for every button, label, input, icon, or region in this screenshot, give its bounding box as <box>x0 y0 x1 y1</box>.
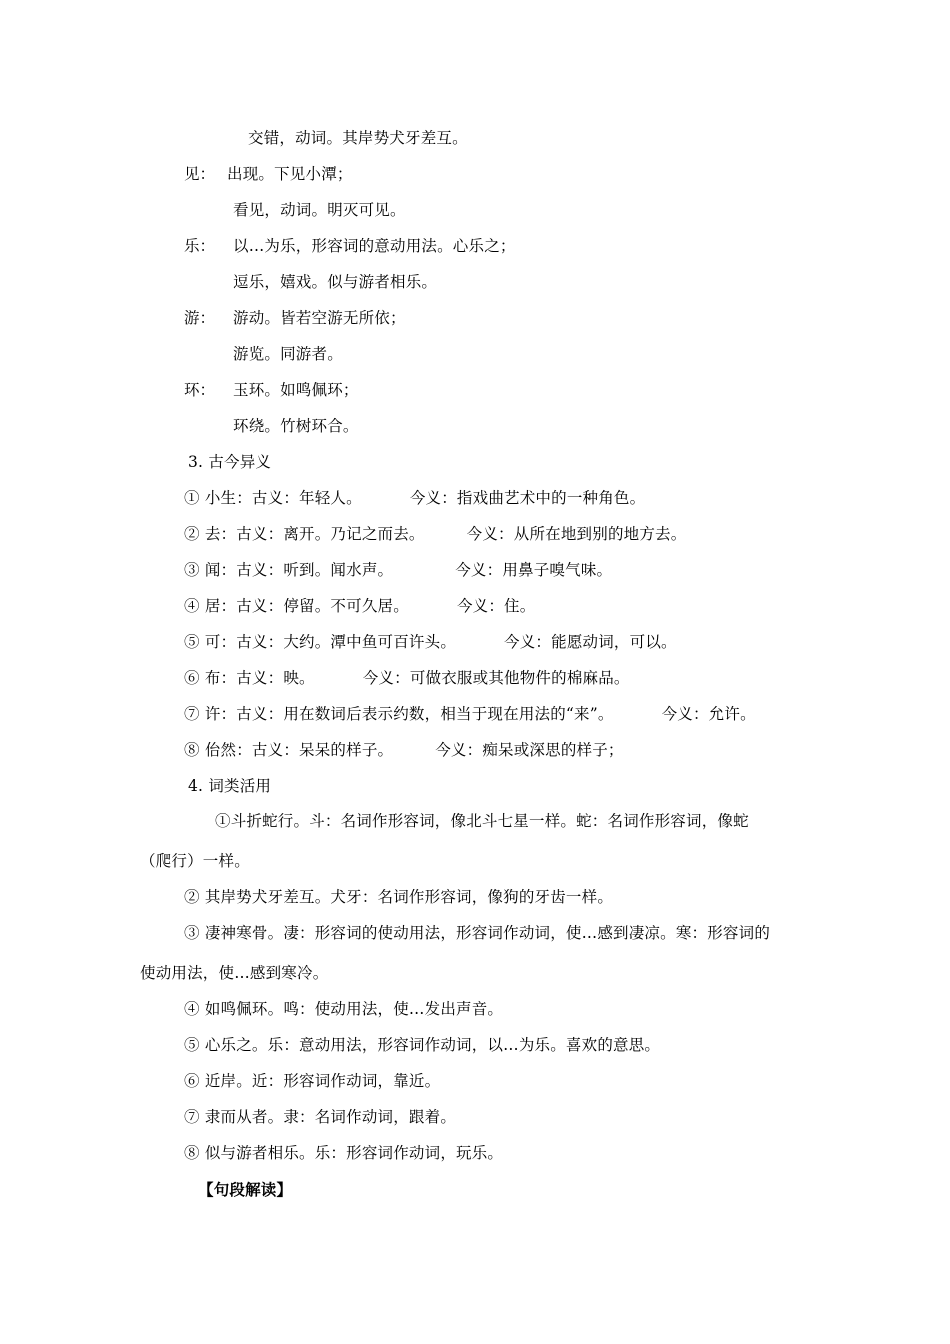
le-head: 乐： <box>184 237 216 255</box>
cha-meaning-2: 交错，动词。其岸势犬牙差互。 <box>248 129 468 147</box>
gujin-old: ⑤ 可：古义：大约。潭中鱼可百许头。 <box>184 633 457 651</box>
gujin-old: ⑧ 佁然：古义：呆呆的样子。 <box>184 741 394 759</box>
gujin-old: ③ 闻：古义：听到。闻水声。 <box>184 561 394 579</box>
gujin-now: 今义：用鼻子嗅气味。 <box>455 561 613 579</box>
gujin-now: 今义：指戏曲艺术中的一种角色。 <box>409 489 646 507</box>
gujin-item <box>184 596 535 616</box>
gujin-now: 今义：从所在地到别的地方去。 <box>466 525 687 543</box>
section-heading: 【句段解读】 <box>198 1180 293 1199</box>
gujin-old: ② 去：古义：离开。乃记之而去。 <box>184 525 425 543</box>
gujin-now: 今义：痴呆或深思的样子； <box>435 741 624 759</box>
gujin-old: ⑥ 布：古义：映。 <box>184 669 315 687</box>
gujin-old: ④ 居：古义：停留。不可久居。 <box>184 597 409 615</box>
cilei-item-1b: （爬行）一样。 <box>140 852 250 870</box>
cilei-item-6: ⑥ 近岸。近：形容词作动词，靠近。 <box>184 1072 441 1090</box>
gujin-now: 今义：能愿动词，可以。 <box>504 633 677 651</box>
cilei-heading: 4. 词类活用 <box>188 777 272 795</box>
gujin-old: ① 小生：古义：年轻人。 <box>184 489 362 507</box>
huan-meaning-2: 环绕。竹树环合。 <box>233 417 359 435</box>
huan-meaning-1: 玉环。如鸣佩环； <box>233 381 359 399</box>
gujin-now: 今义：住。 <box>456 597 536 615</box>
gujin-item <box>184 560 612 580</box>
jian-meaning-2: 看见，动词。明灭可见。 <box>233 201 406 219</box>
cilei-item-3a: ③ 凄神寒骨。凄：形容词的使动用法，形容词作动词，使…感到凄凉。寒：形容词的 <box>184 924 771 942</box>
cilei-item-1a: ①斗折蛇行。斗：名词作形容词，像北斗七星一样。蛇：名词作形容词，像蛇 <box>215 812 749 830</box>
jian-meaning-1: 出现。下见小潭； <box>227 165 353 183</box>
cilei-item-4: ④ 如鸣佩环。鸣：使动用法，使…发出声音。 <box>184 1000 504 1018</box>
le-meaning-2: 逗乐，嬉戏。似与游者相乐。 <box>233 273 438 291</box>
cilei-item-7: ⑦ 隶而从者。隶：名词作动词，跟着。 <box>184 1108 457 1126</box>
gujin-item <box>184 632 677 652</box>
gujin-now: 今义：可做衣服或其他物件的棉麻品。 <box>362 669 630 687</box>
you-head: 游： <box>184 309 216 327</box>
gujin-old: ⑦ 许：古义：用在数词后表示约数，相当于现在用法的“来”。 <box>184 705 614 723</box>
gujin-item <box>184 740 624 760</box>
cilei-item-8: ⑧ 似与游者相乐。乐：形容词作动词，玩乐。 <box>184 1144 504 1162</box>
gujin-item <box>184 704 756 724</box>
jian-head: 见： <box>184 165 216 183</box>
gujin-item <box>184 668 630 688</box>
gujin-heading: 3. 古今异义 <box>188 453 272 471</box>
cilei-item-3b: 使动用法，使…感到寒冷。 <box>140 964 329 982</box>
you-meaning-1: 游动。皆若空游无所依； <box>233 309 406 327</box>
cilei-item-2: ② 其岸势犬牙差互。犬牙：名词作形容词，像狗的牙齿一样。 <box>184 888 614 906</box>
huan-head: 环： <box>184 381 216 399</box>
you-meaning-2: 游览。同游者。 <box>233 345 343 363</box>
gujin-now: 今义：允许。 <box>661 705 756 723</box>
gujin-item <box>184 488 645 508</box>
le-meaning-1: 以…为乐，形容词的意动用法。心乐之； <box>233 237 516 255</box>
cilei-item-5: ⑤ 心乐之。乐：意动用法，形容词作动词，以…为乐。喜欢的意思。 <box>184 1036 661 1054</box>
gujin-item <box>184 524 686 544</box>
